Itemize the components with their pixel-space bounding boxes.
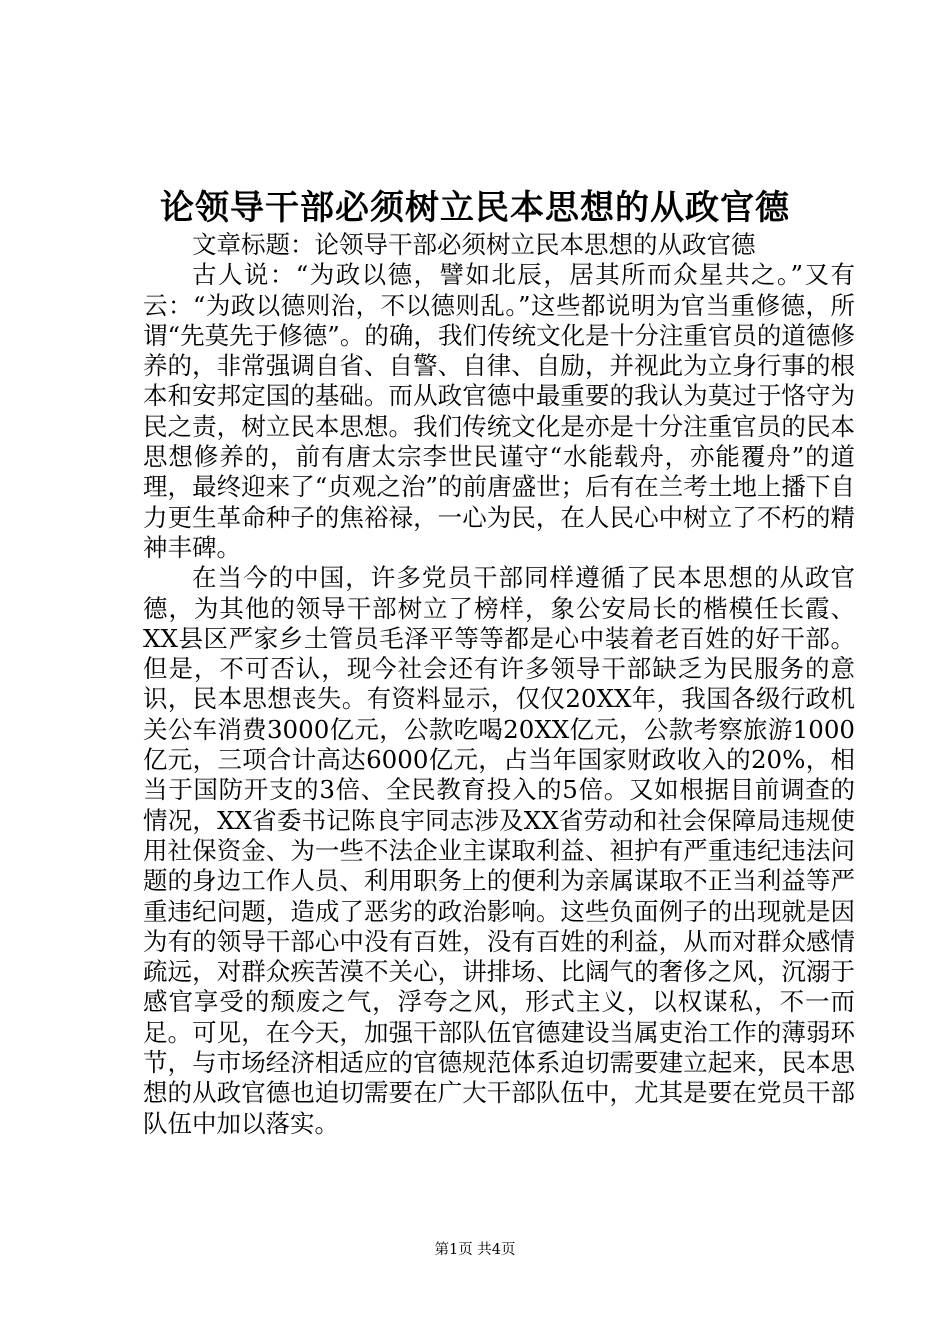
document-title: 论领导干部必须树立民本思想的从政官德: [160, 188, 790, 228]
article-title-line: 文章标题：论领导干部必须树立民本思想的从政官德: [192, 230, 756, 259]
document-body: [143, 230, 855, 1139]
paragraph-ancient-sayings: 古人说：“为政以德，譬如北辰，居其所而众星共之。”又有云：“为政以德则治，不以德则乱。”这些都说明为官当重修德，所谓“先莫先于修德”。的确，我们传统文化是十分注重官员的道德修养的，非常强调自省、自警、自律、自励，并视此为立身行事的根本和安邦定国的基础。而从政官德中最重要的我认为莫过于恪守为民之责，树立民本思想。我们传统文化是亦是十分注重官员的民本思想修养的，前有唐太宗李世民谨守“水能载舟，亦能覆舟”的道理，最终迎来了“贞观之治”的前唐盛世；后有在兰考土地上播下自力更生革命种子的焦裕禄，一心为民，在人民心中树立了不朽的精神丰碑。: [143, 260, 855, 562]
page-number-footer: 第1页 共4页: [434, 1242, 516, 1258]
paragraph-modern-china: 在当今的中国，许多党员干部同样遵循了民本思想的从政官德，为其他的领导干部树立了榜样，象公安局长的楷模任长霞、XX县区严家乡土管员毛泽平等等都是心中装着老百姓的好干部。但是，不可否认，现今社会还有许多领导干部缺乏为民服务的意识，民本思想丧失。有资料显示，仅仅20XX年，我国各级行政机关公车消费3000亿元，公款吃喝20XX亿元，公款考察旅游1000亿元，三项合计高达6000亿元，占当年国家财政收入的20%，相当于国防开支的3倍、全民教育投入的5倍。又如根据目前调查的情况，XX省委书记陈良宇同志涉及XX省劳动和社会保障局违规使用社保资金、为一些不法企业主谋取利益、袒护有严重违纪违法问题的身边工作人员、利用职务上的便利为亲属谋取不正当利益等严重违纪问题，造成了恶劣的政治影响。这些负面例子的出现就是因为有的领导干部心中没有百姓，没有百姓的利益，从而对群众感情疏远，对群众疾苦漠不关心，讲排场、比阔气的奢侈之风，沉溺于感官享受的颓废之气，浮夸之风，形式主义，以权谋私，不一而足。可见，在今天，加强干部队伍官德建设当属吏治工作的薄弱环节，与市场经济相适应的官德规范体系迫切需要建立起来，民本思想的从政官德也迫切需要在广大干部队伍中，尤其是要在党员干部队伍中加以落实。: [143, 563, 855, 1138]
